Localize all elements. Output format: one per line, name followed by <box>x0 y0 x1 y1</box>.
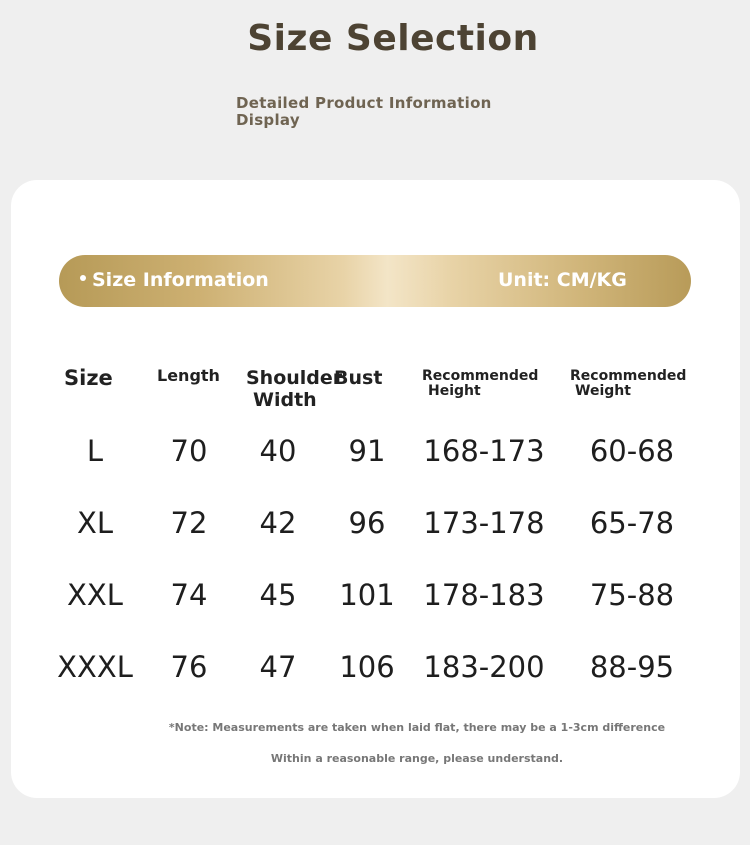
bullet-icon <box>80 275 86 281</box>
cell-size: XL <box>76 506 114 540</box>
cell-length: 74 <box>170 578 208 612</box>
cell-shoulder: 42 <box>259 506 297 540</box>
header-rec-weight-2: Weight <box>575 383 631 399</box>
cell-height: 168-173 <box>423 434 545 468</box>
cell-bust: 96 <box>348 506 386 540</box>
cell-size: L <box>86 434 104 468</box>
cell-height: 173-178 <box>423 506 545 540</box>
cell-length: 72 <box>170 506 208 540</box>
cell-weight: 60-68 <box>589 434 675 468</box>
banner-title-text: Size Information <box>92 269 269 291</box>
cell-shoulder: 47 <box>259 650 297 684</box>
header-shoulder-width: Width <box>253 389 317 411</box>
header-shoulder: Shoulder <box>246 367 343 389</box>
measurement-note: *Note: Measurements are taken when laid flat, there may be a 1-3cm difference <box>168 721 666 734</box>
header-rec-weight: Recommended <box>570 368 687 384</box>
cell-height: 178-183 <box>423 578 545 612</box>
header-rec-height: Recommended <box>422 368 539 384</box>
cell-size: XXL <box>67 578 123 612</box>
cell-weight: 88-95 <box>589 650 675 684</box>
cell-bust: 101 <box>339 578 395 612</box>
cell-shoulder: 40 <box>259 434 297 468</box>
banner-title <box>80 269 269 291</box>
cell-length: 76 <box>170 650 208 684</box>
cell-shoulder: 45 <box>259 578 297 612</box>
cell-bust: 91 <box>348 434 386 468</box>
cell-weight: 75-88 <box>589 578 675 612</box>
page-subtitle: Detailed Product Information Display <box>236 94 492 129</box>
cell-bust: 106 <box>339 650 395 684</box>
header-size: Size <box>64 366 113 390</box>
cell-size: XXXL <box>57 650 133 684</box>
header-rec-height-2: Height <box>428 383 481 399</box>
banner-unit: Unit: CM/KG <box>498 269 627 291</box>
cell-weight: 65-78 <box>589 506 675 540</box>
cell-length: 70 <box>170 434 208 468</box>
header-length: Length <box>157 366 220 385</box>
page-title: Size Selection <box>247 18 539 59</box>
header-bust: Bust <box>334 367 383 389</box>
understanding-note: Within a reasonable range, please understand. <box>270 752 564 765</box>
cell-height: 183-200 <box>423 650 545 684</box>
